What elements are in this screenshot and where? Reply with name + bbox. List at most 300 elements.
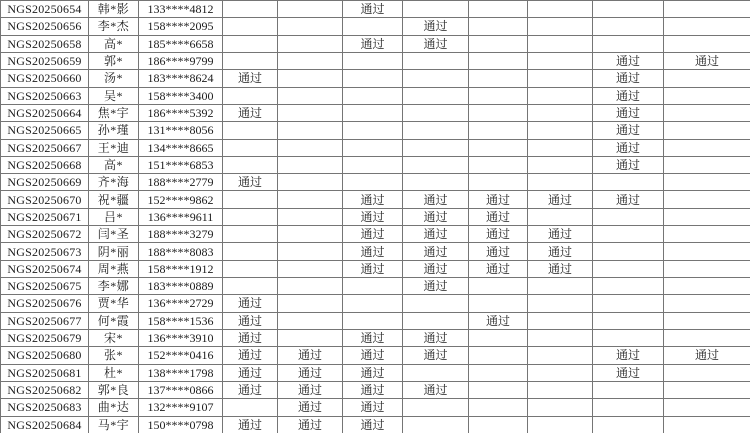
- cell-applicant-id[interactable]: NGS20250668: [1, 156, 89, 173]
- cell-applicant-name[interactable]: 焦*宇: [89, 104, 139, 121]
- cell-applicant-name[interactable]: 高*: [89, 35, 139, 52]
- cell-status-empty[interactable]: [278, 139, 343, 156]
- cell-status-empty[interactable]: [528, 208, 593, 225]
- cell-applicant-name[interactable]: 郭*: [89, 52, 139, 69]
- cell-applicant-phone[interactable]: 158****2095: [139, 18, 223, 35]
- table-row: [1, 347, 750, 364]
- cell-status-pass[interactable]: 通过: [528, 260, 593, 277]
- cell-status-empty[interactable]: [664, 191, 750, 208]
- cell-status-empty[interactable]: [469, 416, 528, 433]
- cell-applicant-phone[interactable]: 131****8056: [139, 122, 223, 139]
- cell-status-empty[interactable]: [403, 139, 469, 156]
- cell-status-pass[interactable]: 通过: [403, 226, 469, 243]
- cell-status-pass[interactable]: 通过: [403, 278, 469, 295]
- cell-status-empty[interactable]: [469, 278, 528, 295]
- cell-status-pass[interactable]: 通过: [278, 364, 343, 381]
- cell-status-pass[interactable]: 通过: [223, 329, 278, 346]
- cell-status-empty[interactable]: [664, 122, 750, 139]
- cell-status-empty[interactable]: [403, 174, 469, 191]
- cell-status-pass[interactable]: 通过: [403, 260, 469, 277]
- cell-status-empty[interactable]: [278, 260, 343, 277]
- cell-applicant-id[interactable]: NGS20250669: [1, 174, 89, 191]
- cell-applicant-phone[interactable]: 136****3910: [139, 329, 223, 346]
- cell-status-pass[interactable]: 通过: [469, 191, 528, 208]
- cell-status-empty[interactable]: [223, 191, 278, 208]
- cell-applicant-name[interactable]: 高*: [89, 156, 139, 173]
- cell-status-empty[interactable]: [528, 295, 593, 312]
- table-row: [1, 70, 750, 87]
- cell-applicant-name[interactable]: 王*迪: [89, 139, 139, 156]
- cell-status-empty[interactable]: [223, 226, 278, 243]
- cell-status-pass[interactable]: 通过: [593, 364, 664, 381]
- table-row: [1, 364, 750, 381]
- cell-applicant-id[interactable]: NGS20250684: [1, 416, 89, 433]
- cell-status-empty[interactable]: [278, 156, 343, 173]
- cell-status-empty[interactable]: [528, 1, 593, 18]
- cell-status-pass[interactable]: 通过: [593, 139, 664, 156]
- cell-status-pass[interactable]: 通过: [223, 381, 278, 398]
- cell-status-empty[interactable]: [593, 260, 664, 277]
- cell-status-empty[interactable]: [469, 35, 528, 52]
- cell-applicant-phone[interactable]: 134****8665: [139, 139, 223, 156]
- cell-applicant-phone[interactable]: 188****2779: [139, 174, 223, 191]
- cell-applicant-name[interactable]: 韩*影: [89, 1, 139, 18]
- cell-status-empty[interactable]: [343, 174, 403, 191]
- cell-applicant-name[interactable]: 祝*疆: [89, 191, 139, 208]
- cell-status-pass[interactable]: 通过: [343, 364, 403, 381]
- cell-status-empty[interactable]: [469, 174, 528, 191]
- cell-status-empty[interactable]: [664, 399, 750, 416]
- cell-status-empty[interactable]: [278, 174, 343, 191]
- cell-status-pass[interactable]: 通过: [403, 35, 469, 52]
- cell-status-empty[interactable]: [278, 1, 343, 18]
- cell-status-empty[interactable]: [469, 295, 528, 312]
- cell-status-pass[interactable]: 通过: [403, 208, 469, 225]
- cell-applicant-id[interactable]: NGS20250656: [1, 18, 89, 35]
- cell-applicant-phone[interactable]: 183****0889: [139, 278, 223, 295]
- cell-status-pass[interactable]: 通过: [278, 399, 343, 416]
- cell-status-empty[interactable]: [528, 347, 593, 364]
- cell-status-empty[interactable]: [664, 104, 750, 121]
- cell-applicant-phone[interactable]: 132****9107: [139, 399, 223, 416]
- cell-status-pass[interactable]: 通过: [223, 174, 278, 191]
- cell-applicant-name[interactable]: 何*霞: [89, 312, 139, 329]
- cell-status-pass[interactable]: 通过: [403, 191, 469, 208]
- cell-status-empty[interactable]: [664, 260, 750, 277]
- cell-status-pass[interactable]: 通过: [593, 104, 664, 121]
- cell-status-empty[interactable]: [469, 1, 528, 18]
- cell-status-pass[interactable]: 通过: [278, 347, 343, 364]
- cell-status-empty[interactable]: [664, 174, 750, 191]
- cell-status-empty[interactable]: [223, 52, 278, 69]
- cell-status-empty[interactable]: [403, 295, 469, 312]
- cell-applicant-id[interactable]: NGS20250654: [1, 1, 89, 18]
- cell-status-empty[interactable]: [469, 381, 528, 398]
- cell-status-empty[interactable]: [664, 156, 750, 173]
- cell-applicant-id[interactable]: NGS20250658: [1, 35, 89, 52]
- cell-status-pass[interactable]: 通过: [223, 347, 278, 364]
- cell-applicant-phone[interactable]: 185****6658: [139, 35, 223, 52]
- cell-status-empty[interactable]: [664, 18, 750, 35]
- cell-status-empty[interactable]: [343, 87, 403, 104]
- cell-status-empty[interactable]: [528, 364, 593, 381]
- cell-status-empty[interactable]: [403, 104, 469, 121]
- cell-status-empty[interactable]: [528, 122, 593, 139]
- cell-applicant-phone[interactable]: 138****1798: [139, 364, 223, 381]
- cell-status-empty[interactable]: [593, 381, 664, 398]
- cell-status-empty[interactable]: [664, 208, 750, 225]
- cell-status-empty[interactable]: [528, 278, 593, 295]
- cell-status-pass[interactable]: 通过: [223, 416, 278, 433]
- cell-status-empty[interactable]: [593, 312, 664, 329]
- cell-status-empty[interactable]: [223, 1, 278, 18]
- cell-applicant-name[interactable]: 郭*良: [89, 381, 139, 398]
- table-row: [1, 278, 750, 295]
- cell-applicant-name[interactable]: 周*燕: [89, 260, 139, 277]
- cell-applicant-id[interactable]: NGS20250679: [1, 329, 89, 346]
- cell-status-empty[interactable]: [343, 70, 403, 87]
- cell-status-empty[interactable]: [664, 226, 750, 243]
- cell-status-empty[interactable]: [469, 87, 528, 104]
- cell-status-empty[interactable]: [343, 139, 403, 156]
- table-row: [1, 312, 750, 329]
- table-row: [1, 260, 750, 277]
- cell-status-pass[interactable]: 通过: [343, 416, 403, 433]
- cell-applicant-name[interactable]: 宋*: [89, 329, 139, 346]
- cell-status-empty[interactable]: [469, 347, 528, 364]
- cell-status-pass[interactable]: 通过: [593, 52, 664, 69]
- cell-status-empty[interactable]: [593, 278, 664, 295]
- cell-applicant-id[interactable]: NGS20250660: [1, 70, 89, 87]
- cell-status-pass[interactable]: 通过: [343, 35, 403, 52]
- table-row: [1, 35, 750, 52]
- cell-status-empty[interactable]: [528, 87, 593, 104]
- cell-status-pass[interactable]: 通过: [664, 52, 750, 69]
- table-row: [1, 381, 750, 398]
- cell-status-empty[interactable]: [593, 329, 664, 346]
- cell-status-empty[interactable]: [403, 399, 469, 416]
- cell-status-pass[interactable]: 通过: [469, 226, 528, 243]
- cell-status-empty[interactable]: [223, 122, 278, 139]
- cell-status-empty[interactable]: [528, 399, 593, 416]
- cell-status-empty[interactable]: [403, 1, 469, 18]
- cell-applicant-id[interactable]: NGS20250665: [1, 122, 89, 139]
- cell-status-pass[interactable]: 通过: [343, 208, 403, 225]
- cell-applicant-id[interactable]: NGS20250670: [1, 191, 89, 208]
- cell-status-pass[interactable]: 通过: [593, 70, 664, 87]
- cell-status-empty[interactable]: [223, 399, 278, 416]
- cell-applicant-phone[interactable]: 152****9862: [139, 191, 223, 208]
- cell-status-empty[interactable]: [278, 312, 343, 329]
- table-row: [1, 208, 750, 225]
- cell-applicant-phone[interactable]: 186****5392: [139, 104, 223, 121]
- cell-applicant-id[interactable]: NGS20250683: [1, 399, 89, 416]
- cell-status-empty[interactable]: [593, 295, 664, 312]
- cell-applicant-phone[interactable]: 150****0798: [139, 416, 223, 433]
- cell-status-empty[interactable]: [469, 122, 528, 139]
- cell-status-pass[interactable]: 通过: [343, 347, 403, 364]
- cell-status-pass[interactable]: 通过: [664, 347, 750, 364]
- cell-status-empty[interactable]: [223, 208, 278, 225]
- cell-status-empty[interactable]: [403, 52, 469, 69]
- cell-applicant-phone[interactable]: 186****9799: [139, 52, 223, 69]
- cell-status-empty[interactable]: [528, 139, 593, 156]
- cell-applicant-phone[interactable]: 152****0416: [139, 347, 223, 364]
- table-row: [1, 329, 750, 346]
- cell-status-pass[interactable]: 通过: [403, 381, 469, 398]
- cell-applicant-phone[interactable]: 158****1536: [139, 312, 223, 329]
- cell-applicant-phone[interactable]: 158****1912: [139, 260, 223, 277]
- cell-status-empty[interactable]: [528, 174, 593, 191]
- cell-applicant-id[interactable]: NGS20250659: [1, 52, 89, 69]
- cell-status-empty[interactable]: [528, 329, 593, 346]
- cell-status-pass[interactable]: 通过: [223, 364, 278, 381]
- cell-status-empty[interactable]: [278, 191, 343, 208]
- cell-status-empty[interactable]: [528, 416, 593, 433]
- cell-status-empty[interactable]: [278, 295, 343, 312]
- cell-status-empty[interactable]: [278, 35, 343, 52]
- cell-status-pass[interactable]: 通过: [343, 329, 403, 346]
- cell-status-pass[interactable]: 通过: [469, 312, 528, 329]
- cell-applicant-id[interactable]: NGS20250671: [1, 208, 89, 225]
- cell-status-empty[interactable]: [593, 416, 664, 433]
- cell-status-empty[interactable]: [469, 364, 528, 381]
- table-row: [1, 52, 750, 69]
- cell-applicant-phone[interactable]: 158****3400: [139, 87, 223, 104]
- cell-status-pass[interactable]: 通过: [593, 87, 664, 104]
- cell-applicant-name[interactable]: 马*宇: [89, 416, 139, 433]
- cell-status-empty[interactable]: [403, 364, 469, 381]
- cell-status-empty[interactable]: [593, 208, 664, 225]
- cell-applicant-name[interactable]: 吕*: [89, 208, 139, 225]
- cell-applicant-name[interactable]: 汤*: [89, 70, 139, 87]
- cell-status-empty[interactable]: [593, 18, 664, 35]
- cell-status-empty[interactable]: [664, 312, 750, 329]
- cell-status-pass[interactable]: 通过: [469, 208, 528, 225]
- table-row: [1, 87, 750, 104]
- cell-status-empty[interactable]: [343, 104, 403, 121]
- cell-status-empty[interactable]: [469, 70, 528, 87]
- cell-applicant-name[interactable]: 李*杰: [89, 18, 139, 35]
- cell-applicant-id[interactable]: NGS20250674: [1, 260, 89, 277]
- cell-status-pass[interactable]: 通过: [343, 226, 403, 243]
- cell-status-pass[interactable]: 通过: [528, 226, 593, 243]
- cell-applicant-id[interactable]: NGS20250664: [1, 104, 89, 121]
- cell-applicant-phone[interactable]: 136****2729: [139, 295, 223, 312]
- cell-status-empty[interactable]: [528, 70, 593, 87]
- cell-status-pass[interactable]: 通过: [278, 381, 343, 398]
- cell-applicant-phone[interactable]: 188****8083: [139, 243, 223, 260]
- cell-applicant-id[interactable]: NGS20250680: [1, 347, 89, 364]
- cell-status-pass[interactable]: 通过: [469, 260, 528, 277]
- cell-status-empty[interactable]: [528, 104, 593, 121]
- table-row: [1, 226, 750, 243]
- cell-status-empty[interactable]: [664, 295, 750, 312]
- cell-status-pass[interactable]: 通过: [343, 1, 403, 18]
- cell-status-empty[interactable]: [223, 278, 278, 295]
- cell-applicant-phone[interactable]: 137****0866: [139, 381, 223, 398]
- cell-status-empty[interactable]: [223, 18, 278, 35]
- cell-status-empty[interactable]: [664, 278, 750, 295]
- cell-status-empty[interactable]: [278, 52, 343, 69]
- cell-status-empty[interactable]: [664, 1, 750, 18]
- cell-applicant-phone[interactable]: 133****4812: [139, 1, 223, 18]
- cell-status-pass[interactable]: 通过: [223, 295, 278, 312]
- cell-status-empty[interactable]: [278, 226, 343, 243]
- cell-applicant-name[interactable]: 阴*丽: [89, 243, 139, 260]
- cell-status-empty[interactable]: [343, 278, 403, 295]
- cell-applicant-id[interactable]: NGS20250681: [1, 364, 89, 381]
- cell-status-empty[interactable]: [278, 87, 343, 104]
- cell-status-empty[interactable]: [528, 312, 593, 329]
- table-row: [1, 1, 750, 18]
- cell-status-pass[interactable]: 通过: [403, 243, 469, 260]
- cell-status-empty[interactable]: [593, 35, 664, 52]
- cell-status-empty[interactable]: [223, 243, 278, 260]
- cell-status-empty[interactable]: [593, 399, 664, 416]
- cell-status-empty[interactable]: [469, 18, 528, 35]
- cell-status-empty[interactable]: [664, 139, 750, 156]
- cell-status-empty[interactable]: [593, 174, 664, 191]
- cell-applicant-id[interactable]: NGS20250676: [1, 295, 89, 312]
- cell-status-empty[interactable]: [528, 156, 593, 173]
- cell-status-empty[interactable]: [664, 87, 750, 104]
- cell-status-empty[interactable]: [223, 87, 278, 104]
- cell-status-empty[interactable]: [664, 329, 750, 346]
- cell-applicant-name[interactable]: 杜*: [89, 364, 139, 381]
- cell-status-pass[interactable]: 通过: [223, 312, 278, 329]
- cell-status-pass[interactable]: 通过: [528, 191, 593, 208]
- cell-status-empty[interactable]: [278, 70, 343, 87]
- cell-status-pass[interactable]: 通过: [223, 70, 278, 87]
- cell-status-empty[interactable]: [278, 208, 343, 225]
- cell-applicant-id[interactable]: NGS20250663: [1, 87, 89, 104]
- cell-status-pass[interactable]: 通过: [343, 381, 403, 398]
- cell-applicant-name[interactable]: 孙*瑾: [89, 122, 139, 139]
- cell-status-pass[interactable]: 通过: [343, 191, 403, 208]
- cell-status-empty[interactable]: [469, 156, 528, 173]
- cell-applicant-id[interactable]: NGS20250675: [1, 278, 89, 295]
- cell-applicant-id[interactable]: NGS20250677: [1, 312, 89, 329]
- cell-status-empty[interactable]: [528, 381, 593, 398]
- cell-status-empty[interactable]: [223, 260, 278, 277]
- cell-applicant-name[interactable]: 吴*: [89, 87, 139, 104]
- cell-status-empty[interactable]: [278, 122, 343, 139]
- cell-status-empty[interactable]: [403, 122, 469, 139]
- cell-status-empty[interactable]: [403, 312, 469, 329]
- cell-status-pass[interactable]: 通过: [403, 347, 469, 364]
- cell-status-empty[interactable]: [593, 226, 664, 243]
- cell-status-pass[interactable]: 通过: [403, 329, 469, 346]
- cell-status-empty[interactable]: [223, 156, 278, 173]
- cell-status-empty[interactable]: [528, 18, 593, 35]
- cell-status-empty[interactable]: [528, 35, 593, 52]
- cell-status-pass[interactable]: 通过: [593, 191, 664, 208]
- cell-status-empty[interactable]: [278, 278, 343, 295]
- cell-status-empty[interactable]: [664, 35, 750, 52]
- cell-applicant-phone[interactable]: 183****8624: [139, 70, 223, 87]
- cell-status-pass[interactable]: 通过: [278, 416, 343, 433]
- cell-status-pass[interactable]: 通过: [403, 18, 469, 35]
- cell-applicant-phone[interactable]: 188****3279: [139, 226, 223, 243]
- table-row: [1, 104, 750, 121]
- table-row: [1, 399, 750, 416]
- cell-status-pass[interactable]: 通过: [593, 122, 664, 139]
- table-body: [1, 1, 750, 433]
- cell-status-pass[interactable]: 通过: [343, 399, 403, 416]
- cell-status-empty[interactable]: [664, 364, 750, 381]
- table-row: [1, 156, 750, 173]
- cell-applicant-id[interactable]: NGS20250673: [1, 243, 89, 260]
- cell-applicant-id[interactable]: NGS20250667: [1, 139, 89, 156]
- cell-status-empty[interactable]: [664, 381, 750, 398]
- cell-applicant-name[interactable]: 贾*华: [89, 295, 139, 312]
- cell-status-empty[interactable]: [223, 139, 278, 156]
- cell-status-empty[interactable]: [403, 70, 469, 87]
- cell-applicant-phone[interactable]: 136****9611: [139, 208, 223, 225]
- cell-status-empty[interactable]: [278, 243, 343, 260]
- cell-status-pass[interactable]: 通过: [593, 347, 664, 364]
- table-row: [1, 191, 750, 208]
- cell-status-pass[interactable]: 通过: [593, 156, 664, 173]
- cell-status-empty[interactable]: [343, 156, 403, 173]
- cell-applicant-name[interactable]: 李*娜: [89, 278, 139, 295]
- cell-status-empty[interactable]: [528, 52, 593, 69]
- cell-status-empty[interactable]: [593, 1, 664, 18]
- table-row: [1, 174, 750, 191]
- cell-applicant-name[interactable]: 曲*达: [89, 399, 139, 416]
- cell-status-empty[interactable]: [343, 122, 403, 139]
- cell-status-empty[interactable]: [403, 156, 469, 173]
- cell-status-empty[interactable]: [343, 312, 403, 329]
- cell-status-pass[interactable]: 通过: [528, 243, 593, 260]
- cell-status-empty[interactable]: [469, 399, 528, 416]
- cell-status-empty[interactable]: [403, 87, 469, 104]
- cell-status-empty[interactable]: [664, 70, 750, 87]
- cell-status-empty[interactable]: [223, 35, 278, 52]
- cell-status-empty[interactable]: [278, 104, 343, 121]
- cell-applicant-name[interactable]: 齐*海: [89, 174, 139, 191]
- cell-status-empty[interactable]: [278, 329, 343, 346]
- cell-status-empty[interactable]: [664, 243, 750, 260]
- cell-status-pass[interactable]: 通过: [343, 260, 403, 277]
- cell-status-pass[interactable]: 通过: [469, 243, 528, 260]
- cell-status-empty[interactable]: [469, 104, 528, 121]
- cell-status-empty[interactable]: [278, 18, 343, 35]
- cell-status-empty[interactable]: [664, 416, 750, 433]
- cell-applicant-id[interactable]: NGS20250672: [1, 226, 89, 243]
- cell-applicant-name[interactable]: 闫*圣: [89, 226, 139, 243]
- cell-status-empty[interactable]: [343, 18, 403, 35]
- cell-status-empty[interactable]: [343, 295, 403, 312]
- cell-status-pass[interactable]: 通过: [223, 104, 278, 121]
- table-row: [1, 139, 750, 156]
- cell-status-empty[interactable]: [343, 52, 403, 69]
- cell-applicant-id[interactable]: NGS20250682: [1, 381, 89, 398]
- table-row: [1, 122, 750, 139]
- cell-status-empty[interactable]: [403, 416, 469, 433]
- table-row: [1, 295, 750, 312]
- cell-status-empty[interactable]: [593, 243, 664, 260]
- table-row: [1, 18, 750, 35]
- cell-status-empty[interactable]: [469, 52, 528, 69]
- cell-status-pass[interactable]: 通过: [343, 243, 403, 260]
- table-row: [1, 416, 750, 433]
- cell-status-empty[interactable]: [469, 329, 528, 346]
- cell-applicant-name[interactable]: 张*: [89, 347, 139, 364]
- cell-applicant-phone[interactable]: 151****6853: [139, 156, 223, 173]
- cell-status-empty[interactable]: [469, 139, 528, 156]
